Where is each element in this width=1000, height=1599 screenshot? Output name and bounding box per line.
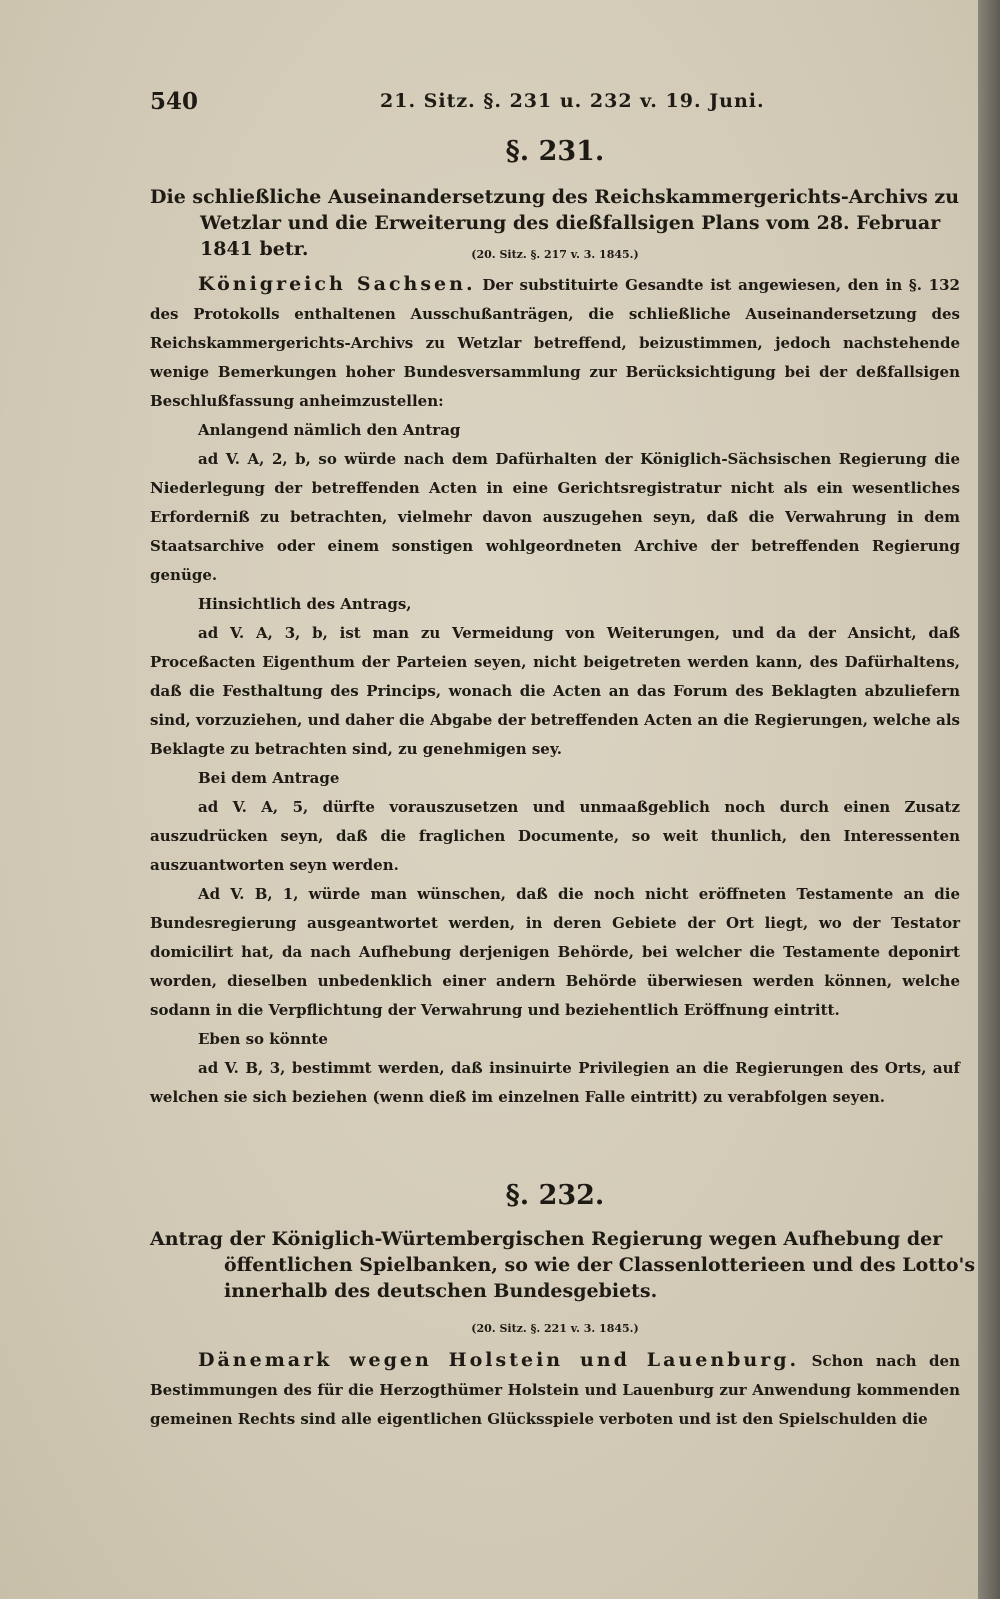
section-232-title: Antrag der Königlich-Würtembergischen Regierung wegen Aufhebung der öffentlichen Spielbanken, so wie der Classenlotterieen und des Lotto's innerhalb des deutschen Bundesgebiets. <box>150 1228 976 1302</box>
section-232-body <box>150 1346 960 1434</box>
paragraph: Anlangend nämlich den Antrag <box>198 421 461 439</box>
section-231-intro-paragraph <box>150 270 960 416</box>
paragraph: ad V. A, 3, b, ist man zu Vermeidung von Weiterungen, und da der Ansicht, daß Proceßacten Eigenthum der Parteien seyen, nicht beigetreten werden kann, des Dafürhaltens, daß die Festhaltung des Princips, wonach die Acten an das Forum des Beklagten abzuliefern sind, vorzuziehen, und daher die Abgabe der betreffenden Acten an die Regierungen, welche als Beklagte zu betrachten sind, zu genehmigen sey. <box>150 624 960 758</box>
intro-text: Schon nach den Bestimmungen des für die Herzogthümer Holstein und Lauenburg zur Anwendung kommenden gemeinen Rechts sind alle eigentlichen Glücksspiele verboten und ist den Spielschulden die <box>150 1352 960 1428</box>
paragraph: Eben so könnte <box>198 1030 328 1048</box>
section-232-intro-paragraph <box>150 1346 960 1434</box>
section-231-body <box>150 270 960 1112</box>
state-name: Königreich Sachsen. <box>198 273 476 295</box>
section-232-heading: §. 232. <box>505 1180 605 1211</box>
section-231-citation: (20. Sitz. §. 217 v. 3. 1845.) <box>471 248 639 261</box>
paragraph: Bei dem Antrage <box>198 769 340 787</box>
paragraph: ad V. B, 3, bestimmt werden, daß insinuirte Privilegien an die Regierungen des Orts, auf welchen sie sich beziehen (wenn dieß im einzelnen Falle eintritt) zu verabfolgen seyen. <box>150 1059 960 1106</box>
running-head <box>150 88 960 118</box>
section-231-heading: §. 231. <box>505 136 605 167</box>
page-number: 540 <box>150 88 199 115</box>
paragraph: Ad V. B, 1, würde man wünschen, daß die noch nicht eröffneten Testamente an die Bundesregierung ausgeantwortet werden, in deren Gebiete der Ort liegt, wo der Testator domicilirt hat, da nach Aufhebung derjenigen Behörde, bei welcher die Testamente deponirt worden, dieselben unbedenklich einer andern Behörde überwiesen werden können, welche sodann in die Verpflichtung der Verwahrung und beziehentlich Eröffnung eintritt. <box>150 885 960 1019</box>
paragraph: Hinsichtlich des Antrags, <box>198 595 412 613</box>
running-title: 21. Sitz. §. 231 u. 232 v. 19. Juni. <box>380 90 765 112</box>
page-edge <box>978 0 1000 1599</box>
section-232-citation: (20. Sitz. §. 221 v. 3. 1845.) <box>471 1322 639 1335</box>
paragraph: ad V. A, 5, dürfte vorauszusetzen und unmaaßgeblich noch durch einen Zusatz auszudrücken seyn, daß die fraglichen Documente, so weit thunlich, den Interessenten auszuantworten seyn werden. <box>150 798 960 874</box>
state-name: Dänemark wegen Holstein und Lauenburg. <box>198 1349 800 1371</box>
section-231-title: Die schließliche Auseinandersetzung des Reichskammergerichts-Archivs zu Wetzlar und die Erweiterung des dießfallsigen Plans vom 28. Februar 1841 betr. <box>150 186 960 260</box>
intro-text: Der substituirte Gesandte ist angewiesen, den in §. 132 des Protokolls enthaltenen Ausschußanträgen, die schließliche Auseinandersetzung des Reichskammergerichts-Archivs zu Wetzlar betreffend, beizustimmen, jedoch nachstehende wenige Bemerkungen hoher Bundesversammlung zur Berücksichtigung bei der deßfallsigen Beschlußfassung anheimzustellen: <box>150 276 960 410</box>
paragraph: ad V. A, 2, b, so würde nach dem Dafürhalten der Königlich-Sächsischen Regierung die Niederlegung der betreffenden Acten in eine Gerichtsregistratur nicht als ein wesentliches Erforderniß zu betrachten, vielmehr davon auszugehen seyn, daß die Verwahrung in dem Staatsarchive oder einem sonstigen wohlgeordneten Archive der betreffenden Regierung genüge. <box>150 450 960 584</box>
